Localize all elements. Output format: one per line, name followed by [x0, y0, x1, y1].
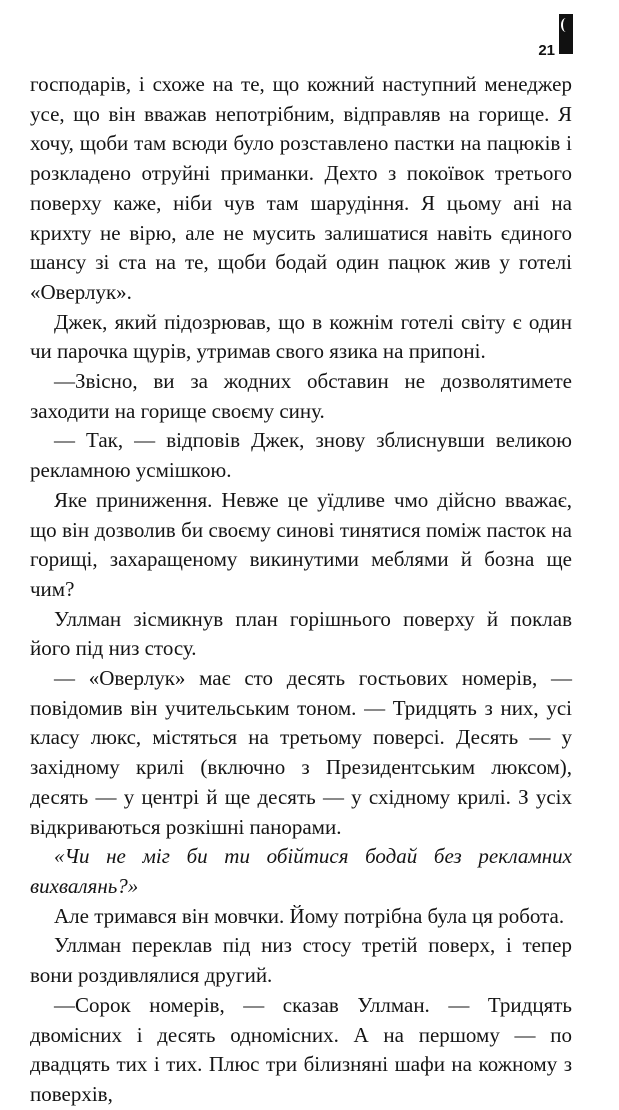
paragraph: Яке приниження. Невже це уїдливе чмо дійсно вважає, що він дозволив би своєму синові тинятися поміж пасток на горищі, захаращеному викинутими меблями й бозна ще чим?	[30, 487, 572, 601]
dialogue-line: — «Оверлук» має сто десять гостьових номерів, — повідомив він учительським тоном. — Тридцять з них, усі класу люкс, містяться на третьому поверсі. Десять — у західному крилі (включно з Президентським люксом), десять — у центрі й ще десять — у східному крилі. З усіх відкриваються розкішні панорами.	[30, 666, 572, 839]
dialogue-line: —Звісно, ви за жодних обставин не дозволятимете заходити на горище своєму сину.	[30, 369, 572, 423]
book-page-text	[30, 70, 572, 1110]
page-number: 21	[538, 42, 555, 59]
paragraph: Джек, який підозрював, що в кожнім готелі світу є один чи парочка щурів, утримав свого язика на припоні.	[30, 309, 572, 364]
page-edge-tab-ornament-icon	[561, 18, 571, 32]
page-header	[0, 0, 619, 60]
dialogue-line: —Сорок номерів, — сказав Уллман. — Тридцять двомісних і десять одномісних. А на першому — по двадцять тих і тих. Плюс три білизняні шафи на кожному з поверхів,	[30, 992, 572, 1106]
paragraph: Але тримався він мовчки. Йому потрібна була ця робота.	[54, 903, 565, 928]
paragraph: Уллман переклав під низ стосу третій поверх, і тепер вони роздивлялися другий.	[30, 933, 572, 988]
italic-thought-line: «Чи не міг би ти обійтися бодай без рекламних вихвалянь?»	[30, 844, 572, 898]
paragraph: Уллман зісмикнув план горішнього поверху й поклав його під низ стосу.	[30, 606, 572, 661]
dialogue-line: — Так, — відповів Джек, знову зблиснувши великою рекламною усмішкою.	[30, 428, 572, 483]
paragraph-continuation: господарів, і схоже на те, що кожний наступний менеджер усе, що він вважав непотрібним, відправляв на горище. Я хочу, щоби там всюди було розставлено пастки на пацюків і розкладено отруйні приманки. Дехто з покоївок третього поверху каже, ніби чув там шарудіння. Я цьому ані на крихту не вірю, але не мусить залишатися навіть єдиного шансу зі ста на те, щоби бодай один пацюк жив у готелі «Оверлук».	[30, 72, 572, 304]
